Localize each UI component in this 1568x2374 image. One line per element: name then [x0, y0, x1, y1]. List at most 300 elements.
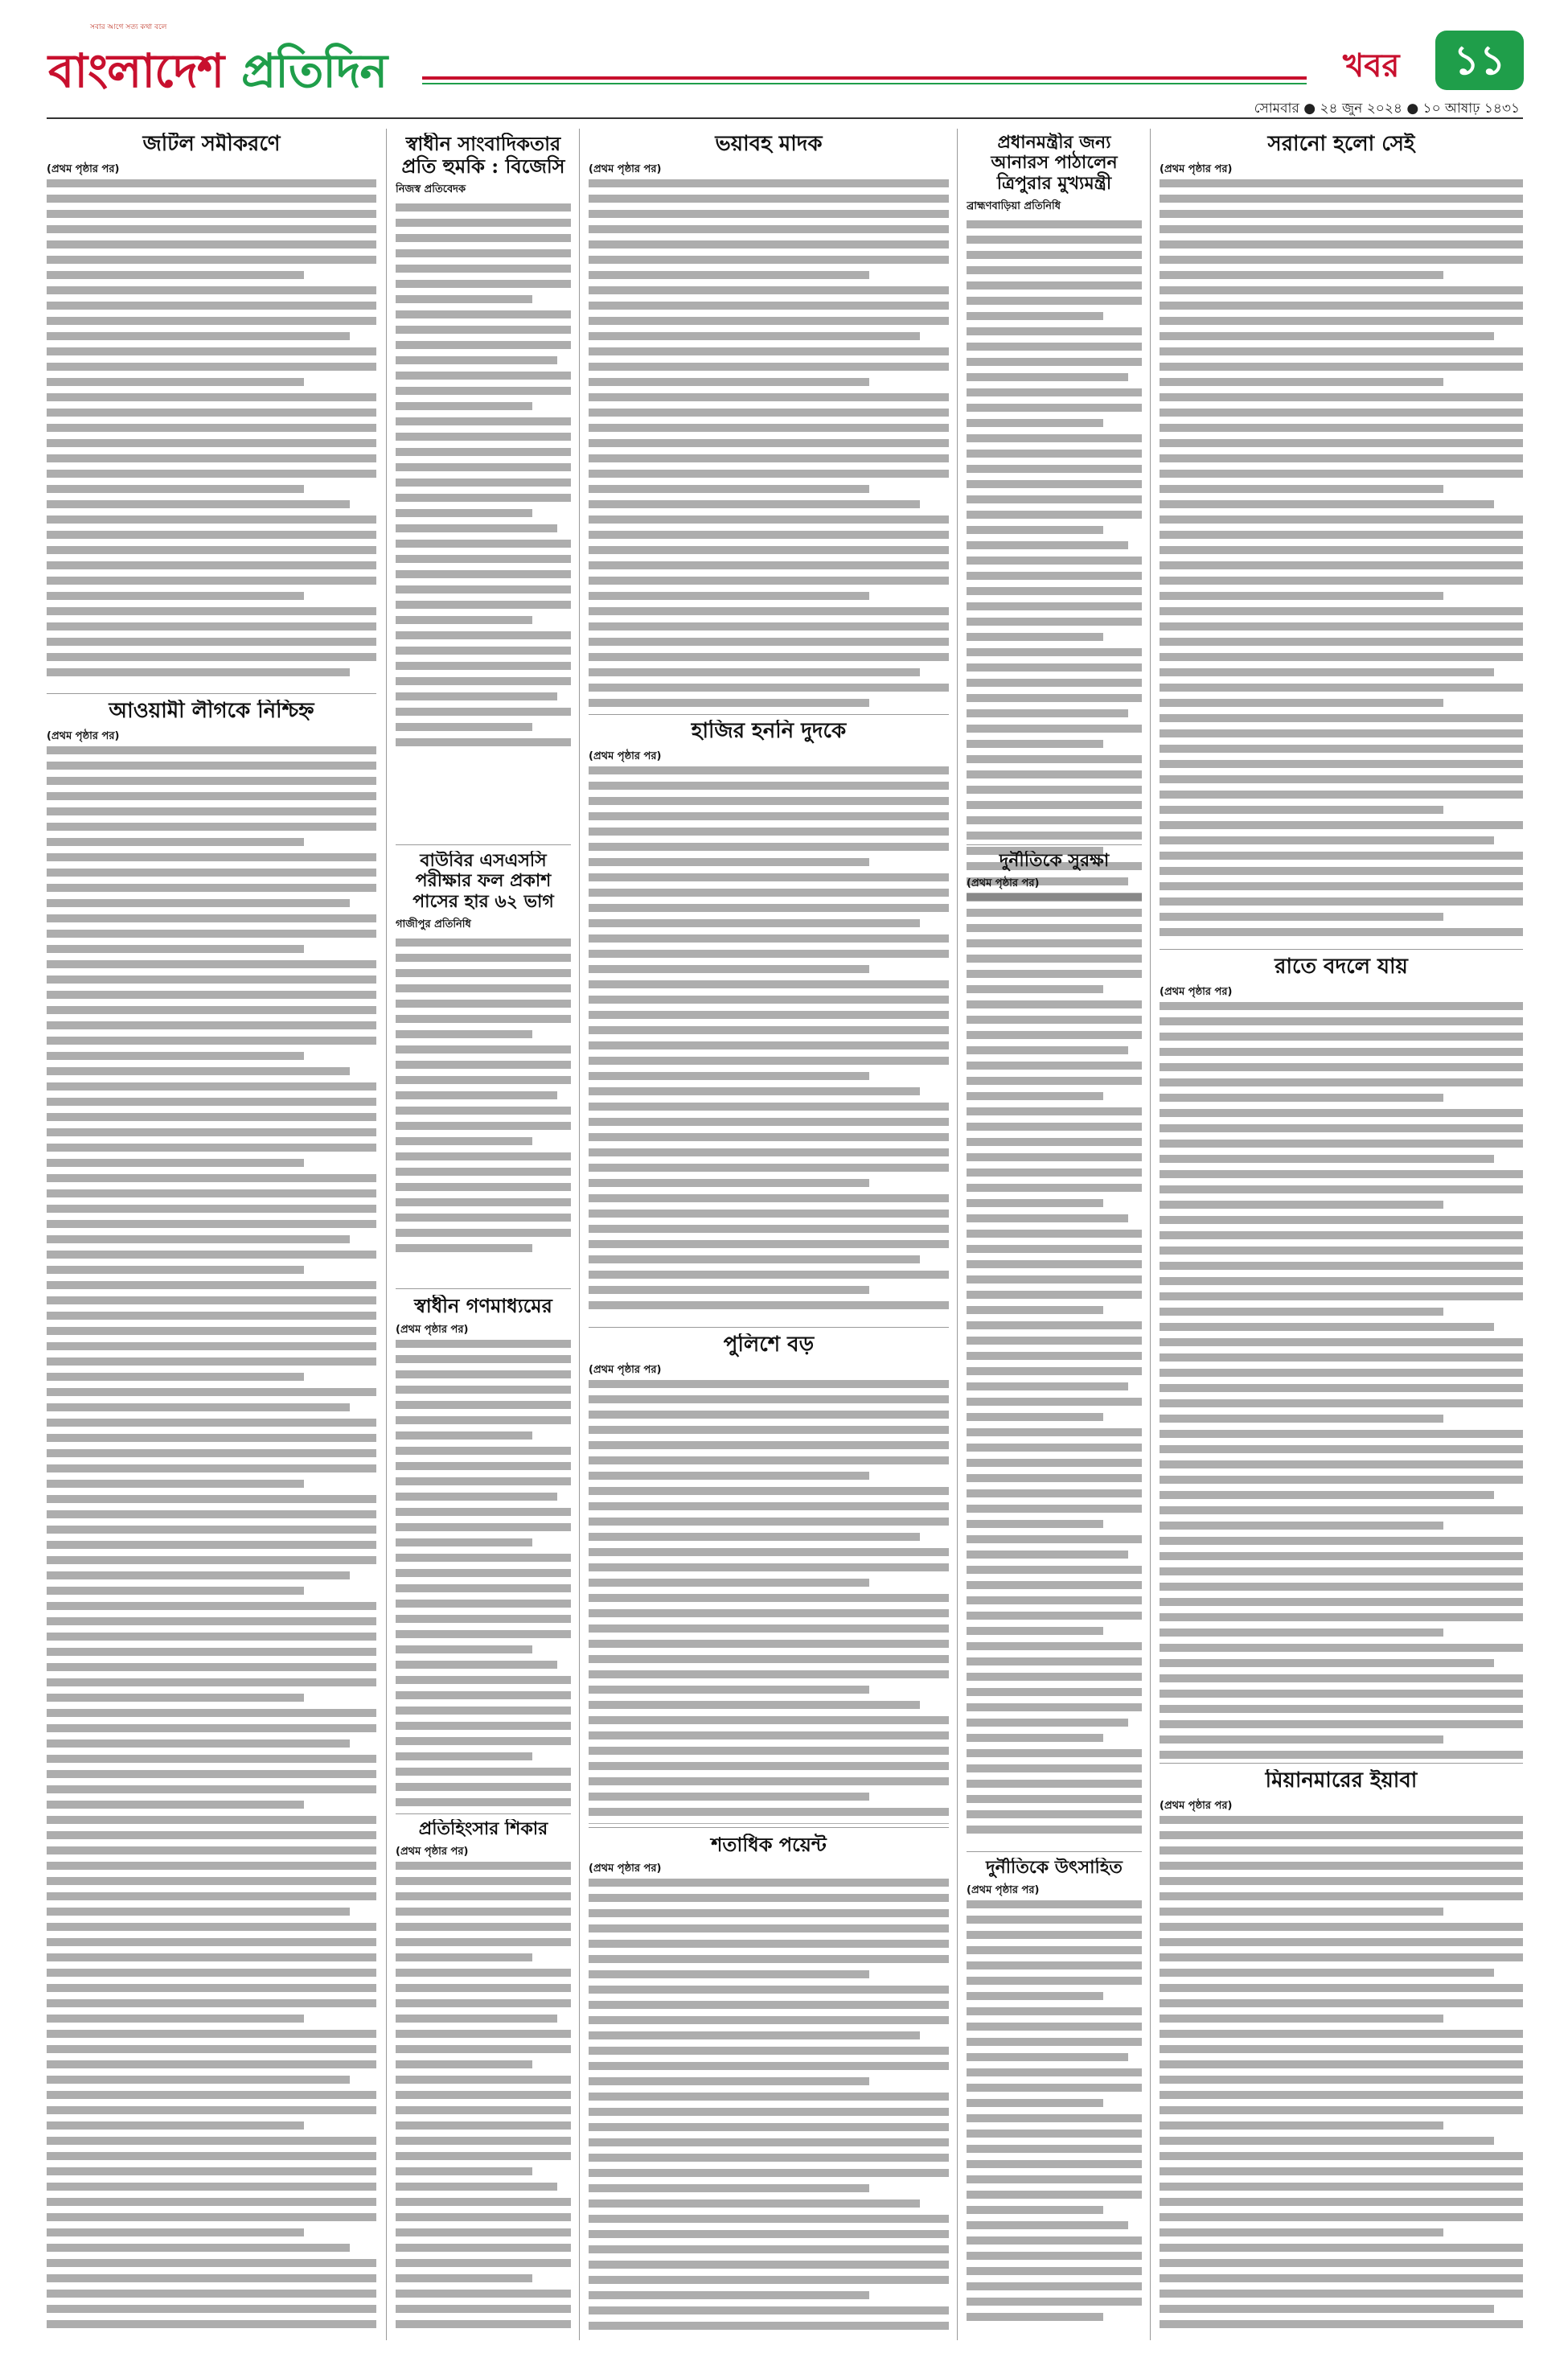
- text-line: [967, 1596, 1142, 1604]
- text-line: [396, 448, 571, 456]
- text-line: [396, 662, 571, 670]
- article-swadhin-gonomadhyom: [396, 1295, 571, 1809]
- text-line: [396, 295, 532, 303]
- text-line: [1160, 1262, 1523, 1270]
- text-line: [1160, 928, 1523, 936]
- text-line: [47, 1037, 376, 1045]
- text-line: [396, 1661, 557, 1669]
- text-line: [396, 1615, 571, 1623]
- text-line: [1160, 1430, 1523, 1438]
- text-line: [967, 572, 1142, 580]
- text-line: [47, 638, 376, 646]
- text-line: [47, 2121, 304, 2130]
- text-line: [47, 1938, 376, 1946]
- text-line: [47, 1862, 376, 1870]
- text-line: [589, 873, 949, 881]
- text-line: [1160, 1705, 1523, 1713]
- text-line: [1160, 1170, 1523, 1178]
- text-line: [967, 1916, 1142, 1924]
- text-line: [396, 1015, 571, 1023]
- text-line: [396, 1370, 571, 1378]
- text-line: [1160, 2152, 1523, 2160]
- text-line: [396, 708, 571, 716]
- text-line: [47, 271, 304, 279]
- text-line: [589, 1594, 949, 1602]
- text-line: [1160, 1476, 1523, 1484]
- text-line: [589, 1548, 949, 1556]
- text-line: [589, 332, 920, 340]
- text-line: [47, 1251, 376, 1259]
- text-line: [396, 326, 571, 334]
- text-line: [396, 969, 571, 977]
- text-line: [47, 960, 376, 968]
- article-durnitike-utsahito: [967, 1858, 1142, 2340]
- text-line: [396, 219, 571, 227]
- text-line: [1160, 1877, 1523, 1885]
- text-line: [47, 500, 350, 508]
- text-line: [47, 302, 376, 310]
- text-line: [1160, 1908, 1443, 1916]
- text-line: [47, 515, 376, 524]
- text-line: [589, 2199, 920, 2208]
- text-line: [589, 2230, 949, 2238]
- text-line: [47, 838, 304, 846]
- article-divider: [589, 1827, 949, 1828]
- text-line: [589, 1441, 949, 1449]
- masthead: [0, 0, 1568, 121]
- text-line: [47, 1877, 376, 1885]
- text-line: [396, 2060, 532, 2068]
- text-line: [1160, 195, 1523, 203]
- text-line: [967, 2313, 1103, 2321]
- text-line: [589, 1426, 949, 1434]
- text-line: [47, 1419, 376, 1427]
- text-line: [1160, 760, 1523, 768]
- text-line: [396, 1923, 571, 1931]
- article-text-lines: [396, 939, 571, 1260]
- text-line: [589, 1640, 949, 1648]
- text-line: [396, 1061, 571, 1069]
- text-line: [47, 1846, 376, 1854]
- text-line: [1160, 1247, 1523, 1255]
- article-text-lines: [589, 766, 949, 1323]
- text-line: [589, 500, 920, 508]
- text-line: [396, 1892, 571, 1900]
- dateline: সোমবার ● ২৪ জুন ২০২৪ ● ১০ আষাঢ় ১৪৩১: [1254, 101, 1520, 117]
- text-line: [967, 1764, 1142, 1772]
- article-body: [589, 749, 949, 764]
- text-line: [47, 1189, 376, 1197]
- text-line: [589, 889, 949, 897]
- text-line: [589, 638, 949, 646]
- text-line: [967, 709, 1128, 717]
- text-line: [589, 1026, 949, 1034]
- text-line: [396, 203, 571, 212]
- article-divider: [589, 1327, 949, 1328]
- text-line: [396, 402, 532, 410]
- text-line: [47, 1128, 376, 1136]
- text-line: [47, 454, 376, 462]
- text-line: [1160, 546, 1523, 554]
- text-line: [47, 210, 376, 218]
- text-line: [1160, 653, 1523, 661]
- text-line: [47, 378, 304, 386]
- text-line: [47, 1342, 376, 1350]
- text-line: [589, 2215, 949, 2223]
- text-line: [589, 1118, 949, 1126]
- text-line: [967, 2084, 1142, 2092]
- text-line: [396, 310, 571, 318]
- text-line: [396, 1984, 571, 1992]
- article-body: [589, 1362, 949, 1378]
- text-line: [396, 1538, 532, 1546]
- text-line: [396, 2152, 571, 2160]
- text-line: [967, 1795, 1142, 1803]
- text-line: [47, 1969, 376, 1977]
- text-line: [396, 1229, 571, 1237]
- article-text-lines: [967, 220, 1142, 912]
- text-line: [589, 2291, 869, 2299]
- text-line: [1160, 1583, 1523, 1591]
- text-line: [967, 1123, 1142, 1131]
- text-line: [589, 302, 949, 310]
- text-line: [47, 225, 376, 233]
- text-line: [1160, 1953, 1523, 1961]
- text-line: [396, 601, 571, 609]
- article-rate-bodle-jay: [1160, 955, 1523, 1760]
- text-line: [967, 1550, 1128, 1559]
- text-line: [967, 1321, 1142, 1329]
- text-line: [967, 404, 1142, 412]
- text-line: [396, 524, 557, 532]
- text-line: [1160, 1063, 1523, 1071]
- text-line: [396, 2183, 557, 2191]
- text-line: [589, 934, 949, 943]
- text-line: [589, 1518, 949, 1526]
- text-line: [589, 347, 949, 355]
- text-line: [967, 465, 1142, 473]
- text-line: [589, 699, 869, 707]
- article-text-lines: [47, 746, 376, 2339]
- text-line: [589, 2261, 949, 2269]
- text-line: [967, 939, 1142, 947]
- text-line: [47, 256, 376, 264]
- text-line: [47, 1816, 376, 1824]
- text-line: [589, 2184, 869, 2192]
- text-line: [396, 954, 571, 962]
- text-line: [47, 975, 376, 984]
- text-line: [47, 1571, 350, 1579]
- article-text-lines: [1160, 1816, 1523, 2340]
- text-line: [1160, 1231, 1523, 1239]
- article-text-lines: [1160, 179, 1523, 945]
- text-line: [396, 2137, 571, 2145]
- text-line: [396, 1122, 571, 1130]
- text-line: [967, 1367, 1142, 1375]
- text-line: [1160, 1674, 1523, 1682]
- text-line: [396, 677, 571, 685]
- text-line: [47, 2060, 376, 2068]
- text-line: [967, 648, 1142, 656]
- text-line: [967, 679, 1142, 687]
- text-line: [47, 393, 376, 401]
- text-line: [47, 2152, 376, 2160]
- text-line: [47, 1739, 350, 1748]
- text-line: [1160, 2213, 1523, 2221]
- text-line: [396, 555, 571, 563]
- text-line: [396, 2167, 532, 2175]
- text-line: [589, 843, 949, 851]
- text-line: [396, 1386, 571, 1394]
- text-line: [47, 1281, 376, 1289]
- text-line: [1160, 1323, 1494, 1331]
- text-line: [967, 1734, 1103, 1742]
- text-line: [47, 622, 376, 630]
- text-line: [589, 2138, 949, 2146]
- article-text-lines: [396, 1862, 571, 2342]
- text-line: [967, 1382, 1128, 1390]
- text-line: [1160, 1720, 1523, 1728]
- text-line: [1160, 699, 1443, 707]
- text-line: [396, 1676, 571, 1684]
- text-line: [396, 1183, 571, 1191]
- text-line: [47, 1388, 376, 1396]
- text-line: [967, 985, 1103, 993]
- text-line: [589, 317, 949, 325]
- section-label: খবর: [1343, 47, 1400, 84]
- text-line: [1160, 2015, 1443, 2023]
- text-line: [396, 1152, 571, 1160]
- article-headline: রাতে বদলে যায়: [1275, 955, 1408, 979]
- article-text-lines: [589, 179, 949, 712]
- text-line: [1160, 1277, 1523, 1285]
- text-line: [589, 1380, 949, 1388]
- text-line: [967, 1657, 1142, 1665]
- text-line: [47, 1617, 376, 1625]
- article-headline: প্রতিহিংসার শিকার: [418, 1819, 548, 1839]
- article-byline: ব্রাহ্মণবাড়িয়া প্রতিনিধি: [967, 199, 1061, 212]
- text-line: [967, 251, 1142, 259]
- article-body: [1160, 1798, 1523, 1813]
- text-line: [1160, 2244, 1523, 2252]
- text-line: [967, 1719, 1128, 1727]
- text-line: [589, 2047, 949, 2055]
- text-line: [1160, 2076, 1523, 2084]
- text-line: [396, 1355, 571, 1363]
- text-line: [47, 2076, 350, 2084]
- article-body: [47, 729, 376, 744]
- text-line: [1160, 409, 1523, 417]
- text-line: [47, 1602, 376, 1610]
- text-line: [396, 647, 571, 655]
- text-line: [47, 424, 376, 432]
- text-line: [589, 1255, 920, 1263]
- text-line: [967, 1275, 1142, 1284]
- text-line: [47, 823, 376, 831]
- text-line: [1160, 2091, 1523, 2099]
- text-line: [1160, 882, 1523, 890]
- text-line: [589, 1271, 949, 1279]
- text-line: [47, 1663, 376, 1671]
- text-line: [1160, 791, 1523, 799]
- text-line: [967, 557, 1142, 565]
- text-line: [47, 1144, 376, 1152]
- text-line: [1160, 2259, 1523, 2267]
- text-line: [1160, 1338, 1523, 1346]
- text-line: [1160, 240, 1523, 248]
- text-line: [967, 2053, 1128, 2061]
- text-line: [47, 1633, 376, 1641]
- text-line: [396, 2290, 571, 2298]
- text-line: [967, 1016, 1142, 1024]
- text-line: [589, 1148, 949, 1156]
- text-line: [47, 653, 376, 661]
- text-line: [47, 470, 376, 478]
- text-line: [967, 1505, 1142, 1513]
- text-line: [589, 561, 949, 569]
- text-line: [396, 570, 571, 578]
- text-line: [396, 2259, 571, 2267]
- article-body: [967, 876, 1142, 891]
- text-line: [589, 592, 869, 600]
- text-line: [589, 797, 949, 805]
- text-line: [967, 1138, 1142, 1146]
- text-line: [47, 1480, 304, 1488]
- text-line: [396, 1198, 571, 1206]
- text-line: [589, 454, 949, 462]
- text-line: [1160, 1552, 1523, 1560]
- text-line: [396, 1447, 571, 1455]
- text-line: [1160, 1308, 1443, 1316]
- text-line: [967, 740, 1103, 748]
- text-line: [967, 541, 1128, 549]
- text-line: [1160, 302, 1523, 310]
- text-line: [589, 1456, 949, 1464]
- text-line: [1160, 668, 1494, 676]
- article-lead: (প্রথম পৃষ্ঠার পর): [589, 750, 662, 762]
- text-line: [47, 762, 376, 770]
- article-headline: স্বাধীন গণমাধ্যমের: [414, 1295, 552, 1317]
- text-line: [967, 2191, 1142, 2199]
- text-line: [47, 1510, 376, 1518]
- text-line: [1160, 1216, 1523, 1224]
- text-line: [967, 2267, 1142, 2275]
- text-line: [967, 1245, 1142, 1253]
- text-line: [1160, 913, 1443, 921]
- article-lead: (প্রথম পৃষ্ঠার পর): [1160, 1799, 1233, 1812]
- text-line: [967, 1337, 1142, 1345]
- article-headline: হাজির হননি দুদকে: [691, 720, 847, 743]
- article-divider: [589, 714, 949, 715]
- text-line: [967, 694, 1142, 702]
- text-line: [47, 2106, 376, 2114]
- text-line: [396, 939, 571, 947]
- text-line: [967, 312, 1103, 320]
- article-lead: (প্রথম পৃষ্ঠার পর): [1160, 162, 1233, 175]
- text-line: [1160, 2137, 1494, 2145]
- text-line: [47, 332, 350, 340]
- text-line: [47, 2198, 376, 2206]
- text-line: [967, 266, 1142, 274]
- text-line: [589, 256, 949, 264]
- text-line: [1160, 347, 1523, 355]
- text-line: [1160, 1445, 1523, 1453]
- text-line: [589, 1686, 869, 1694]
- text-line: [396, 1584, 571, 1592]
- text-line: [967, 1000, 1142, 1008]
- article-headline: সরানো হলো সেই: [1267, 133, 1415, 156]
- text-line: [967, 1627, 1103, 1635]
- text-line: [967, 327, 1142, 335]
- text-line: [1160, 1002, 1523, 1010]
- text-line: [47, 2183, 376, 2191]
- article-bjc: [396, 133, 571, 840]
- text-line: [1160, 729, 1523, 737]
- text-line: [967, 1977, 1142, 1985]
- text-line: [1160, 2106, 1523, 2114]
- text-line: [396, 494, 571, 502]
- text-line: [396, 1244, 532, 1252]
- text-line: [47, 1067, 350, 1075]
- text-line: [967, 1459, 1142, 1467]
- text-line: [1160, 1892, 1523, 1900]
- text-line: [589, 1472, 869, 1480]
- article-text-lines: [1160, 1002, 1523, 1760]
- text-line: [589, 2276, 949, 2284]
- article-divider: [967, 1851, 1142, 1852]
- text-line: [47, 746, 376, 754]
- text-line: [47, 592, 304, 600]
- text-line: [589, 1793, 869, 1801]
- text-line: [396, 2015, 557, 2023]
- text-line: [1160, 225, 1523, 233]
- text-line: [396, 1554, 571, 1562]
- text-line: [967, 786, 1142, 794]
- article-anaras: [967, 133, 1142, 937]
- text-line: [1160, 1522, 1443, 1530]
- text-line: [967, 1398, 1142, 1406]
- text-line: [47, 1113, 376, 1121]
- text-line: [1160, 393, 1523, 401]
- text-line: [1160, 1140, 1523, 1148]
- text-line: [47, 1831, 376, 1839]
- text-line: [589, 2093, 949, 2101]
- text-line: [47, 1296, 376, 1304]
- text-line: [396, 1091, 557, 1099]
- article-body: [396, 1322, 571, 1337]
- text-line: [967, 450, 1142, 458]
- article-body: [589, 162, 949, 177]
- text-line: [1160, 470, 1523, 478]
- text-line: [396, 387, 571, 395]
- text-line: [1160, 638, 1523, 646]
- text-line: [47, 2228, 304, 2236]
- text-line: [47, 1556, 376, 1564]
- article-headline: দুর্নীতিকে সুরক্ষা: [999, 851, 1110, 871]
- text-line: [589, 2062, 949, 2070]
- article-durnitike-surokkha: [967, 851, 1142, 1848]
- article-headline: আওয়ামী লীগকে নিশ্চিহ্ন: [109, 700, 314, 723]
- text-line: [396, 2213, 571, 2221]
- text-line: [589, 1210, 949, 1218]
- column-divider: [579, 129, 580, 2340]
- text-line: [396, 2305, 571, 2313]
- text-line: [47, 1770, 376, 1778]
- text-line: [967, 2282, 1142, 2290]
- text-line: [1160, 363, 1523, 371]
- article-divider: [396, 1288, 571, 1289]
- text-line: [47, 546, 376, 554]
